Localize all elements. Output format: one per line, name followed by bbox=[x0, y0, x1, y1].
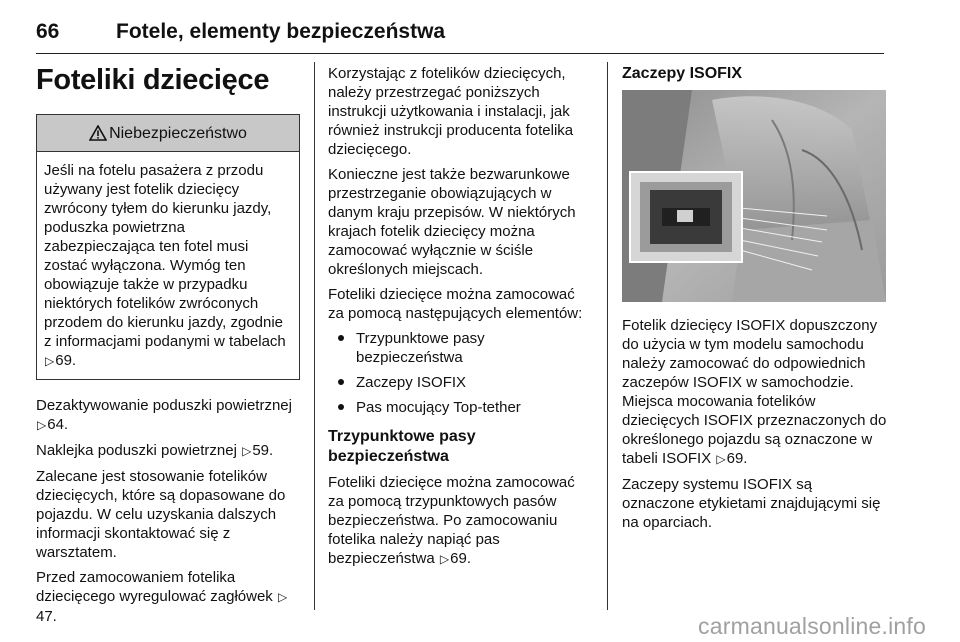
column-left bbox=[36, 114, 300, 632]
reference-arrow-icon: ▷ bbox=[242, 444, 252, 458]
warning-text: Jeśli na fotelu pasażera z przodu używany jest fotelik dziecięcy zwrócony tyłem do kierunku jazdy, poduszka powietrzna zabezpieczająca ten fotel musi zostać wyłączona. Wymóg ten obowiązuje także w przypadku niektórych fotelików zwróconych przodem do kierunku jazdy, zgodnie z informacjami podanymi w tabelach ▷69. bbox=[44, 162, 286, 369]
isofix-seat-illustration bbox=[622, 90, 886, 302]
column-divider bbox=[607, 62, 608, 610]
column-right bbox=[622, 64, 888, 538]
paragraph: Zalecane jest stosowanie fotelików dziecięcych, które są dopasowane do pojazdu. W celu uzyskania dalszych informacji skontaktować się z warsztatem. bbox=[36, 468, 286, 561]
paragraph: Fotelik dziecięcy ISOFIX dopuszczony do użycia w tym modelu samochodu należy zamocować do odpowiednich zaczepów ISOFIX w samochodzie. Miejsca mocowania fotelików dziecięcych ISOFIX przeznaczonych do określonego pojazdu są oznaczone w tabeli ISOFIX ▷69. bbox=[622, 317, 887, 467]
page-number: 66 bbox=[36, 20, 60, 43]
chapter-title: Fotele, elementy bezpieczeństwa bbox=[116, 20, 446, 43]
watermark: carmanualsonline.info bbox=[698, 613, 926, 639]
paragraph: Korzystając z fotelików dziecięcych, należy przestrzegać poniższych instrukcji użytkowania i instalacji, jak również instrukcji producenta fotelika dziecięcego. bbox=[328, 65, 574, 158]
paragraph: Dezaktywowanie poduszki powietrznej ▷64. bbox=[36, 397, 292, 433]
paragraph: Foteliki dziecięce można zamocować za pomocą następujących elementów: bbox=[328, 286, 583, 322]
warning-header bbox=[37, 115, 299, 152]
page-reference[interactable]: 59. bbox=[252, 442, 274, 459]
reference-arrow-icon: ▷ bbox=[439, 552, 450, 566]
paragraph: Foteliki dziecięce można zamocować za pomocą trzypunktowych pasów bezpieczeństwa. Po zamocowaniu fotelika należy napiąć pas bezpieczeństwa ▷69. bbox=[328, 474, 575, 567]
warning-box bbox=[36, 114, 300, 380]
reference-arrow-icon: ▷ bbox=[45, 354, 55, 368]
paragraph: Konieczne jest także bezwarunkowe przestrzeganie obowiązujących w danym kraju przepisów. W niektórych krajach fotelik dziecięcy można zamocować wyłącznie w ściśle określonych miejscach. bbox=[328, 166, 576, 278]
subsection-heading: Zaczepy ISOFIX bbox=[622, 65, 743, 82]
isofix-photo bbox=[622, 90, 886, 302]
column-divider bbox=[314, 62, 315, 610]
page-header bbox=[36, 18, 884, 54]
bullet-list bbox=[328, 329, 592, 417]
paragraph: Przed zamocowaniem fotelika dziecięcego wyregulować zagłówek ▷47. bbox=[36, 569, 288, 625]
warning-triangle-icon bbox=[89, 125, 107, 141]
column-middle bbox=[328, 64, 592, 575]
subsection-heading: Trzypunktowe pasy bezpieczeństwa bbox=[328, 428, 476, 465]
page-reference[interactable]: 69. bbox=[450, 550, 471, 567]
section-title: Foteliki dziecięce bbox=[36, 64, 270, 96]
page-reference[interactable]: 69. bbox=[55, 352, 77, 369]
page-reference[interactable]: 69. bbox=[726, 450, 748, 467]
page-reference[interactable]: 47. bbox=[36, 608, 57, 625]
page-reference[interactable]: 64. bbox=[47, 416, 69, 433]
reference-arrow-icon: ▷ bbox=[277, 590, 288, 604]
paragraph: Zaczepy systemu ISOFIX są oznaczone etykietami znajdującymi się na oparciach. bbox=[622, 476, 881, 531]
list-item: Trzypunktowe pasy bezpieczeństwa bbox=[328, 329, 592, 367]
warning-title: Niebezpieczeństwo bbox=[109, 124, 247, 142]
reference-arrow-icon: ▷ bbox=[37, 418, 47, 432]
paragraph: Naklejka poduszki powietrznej ▷59. bbox=[36, 442, 274, 459]
list-item: Pas mocujący Top-tether bbox=[328, 398, 592, 417]
list-item: Zaczepy ISOFIX bbox=[328, 373, 592, 392]
reference-arrow-icon: ▷ bbox=[716, 452, 726, 466]
